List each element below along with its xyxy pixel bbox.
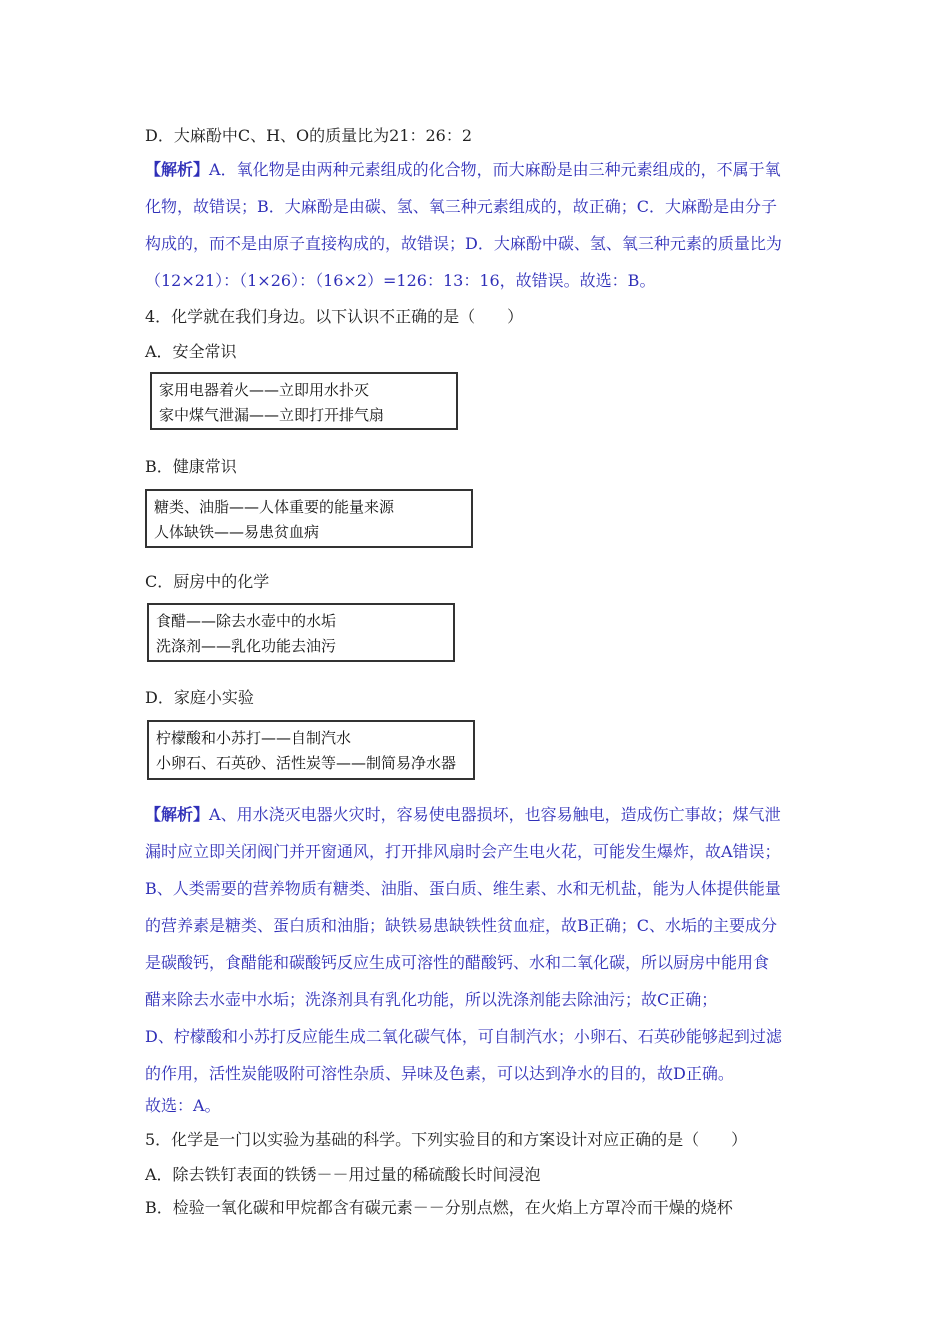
q4-option-b-box (145, 489, 473, 548)
analysis-tag: 【解析】 (145, 805, 210, 824)
q4-analysis-line-2: 漏时应立即关闭阀门并开窗通风，打开排风扇时会产生电火花，可能发生爆炸，故A错误； (145, 842, 781, 861)
box-line: 食醋——除去水壶中的水垢 (156, 612, 337, 630)
box-line: 洗涤剂——乳化功能去油污 (156, 637, 337, 655)
q4-option-a-label: A．安全常识 (145, 342, 237, 361)
q4-option-d-box (147, 720, 475, 780)
q4-stem: 4．化学就在我们身边。以下认识不正确的是（ ） (145, 307, 524, 326)
q5-option-b: B．检验一氧化碳和甲烷都含有碳元素－－分别点燃，在火焰上方罩冷而干燥的烧杯 (145, 1198, 733, 1217)
q4-analysis-line-1: 【解析】A、用水浇灭电器火灾时，容易使电器损坏，也容易触电，造成伤亡事故；煤气泄 (145, 805, 781, 824)
q4-option-c-label: C．厨房中的化学 (145, 572, 270, 591)
q3-analysis-line-4: （12×21）：（1×26）：（16×2）=126：13：16，故错误。故选：B。 (145, 271, 656, 290)
q4-conclusion: 故选：A。 (145, 1096, 221, 1115)
q4-option-b-label: B．健康常识 (145, 457, 237, 476)
box-line: 糖类、油脂——人体重要的能量来源 (154, 498, 395, 516)
q3-analysis-line-2: 化物，故错误；B．大麻酚是由碳、氢、氧三种元素组成的，故正确；C．大麻酚是由分子 (145, 197, 778, 216)
q4-analysis-line-4: 的营养素是糖类、蛋白质和油脂；缺铁易患缺铁性贫血症，故B正确；C、水垢的主要成分 (145, 916, 778, 935)
box-line: 家中煤气泄漏——立即打开排气扇 (159, 406, 385, 424)
q4-option-c-box (147, 603, 455, 662)
q4-analysis-line-5: 是碳酸钙，食醋能和碳酸钙反应生成可溶性的醋酸钙、水和二氧化碳，所以厨房中能用食 (145, 953, 770, 972)
q4-option-d-label: D．家庭小实验 (145, 688, 254, 707)
q5-option-a: A．除去铁钉表面的铁锈－－用过量的稀硫酸长时间浸泡 (145, 1165, 541, 1184)
q4-analysis-line-7: D、柠檬酸和小苏打反应能生成二氧化碳气体，可自制汽水；小卵石、石英砂能够起到过滤 (145, 1027, 782, 1046)
q4-option-a-box (150, 372, 458, 430)
q4-analysis-line-8: 的作用，活性炭能吸附可溶性杂质、异味及色素，可以达到净水的目的，故D正确。 (145, 1064, 734, 1083)
q5-stem: 5．化学是一门以实验为基础的科学。下列实验目的和方案设计对应正确的是（ ） (145, 1130, 748, 1149)
analysis-tag: 【解析】 (145, 160, 210, 179)
q3-analysis-line-3: 构成的，而不是由原子直接构成的，故错误；D．大麻酚中碳、氢、氧三种元素的质量比为 (145, 234, 782, 253)
q3-analysis-line-1: 【解析】A．氧化物是由两种元素组成的化合物，而大麻酚是由三种元素组成的，不属于氧 (145, 160, 781, 179)
box-line: 家用电器着火——立即用水扑灭 (159, 381, 370, 399)
q4-analysis-line-6: 醋来除去水壶中水垢；洗涤剂具有乳化功能，所以洗涤剂能去除油污；故C正确； (145, 990, 718, 1009)
box-line: 柠檬酸和小苏打——自制汽水 (156, 729, 352, 747)
box-line: 小卵石、石英砂、活性炭等——制简易净水器 (156, 754, 457, 772)
q4-analysis-line-3: B、人类需要的营养物质有糖类、油脂、蛋白质、维生素、水和无机盐，能为人体提供能量 (145, 879, 781, 898)
box-line: 人体缺铁——易患贫血病 (154, 523, 320, 541)
q3-option-d: D．大麻酚中C、H、O的质量比为21：26：2 (145, 126, 473, 145)
